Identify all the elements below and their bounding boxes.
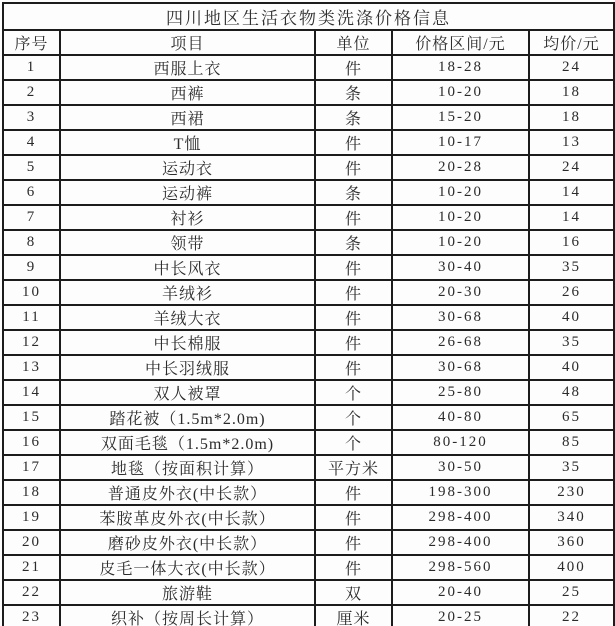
table-row <box>3 105 614 130</box>
table-row <box>3 55 614 80</box>
avg-price: 16 <box>529 230 614 255</box>
row-number: 2 <box>3 80 60 105</box>
row-number: 13 <box>3 355 60 380</box>
avg-price: 35 <box>529 255 614 280</box>
avg-price: 26 <box>529 280 614 305</box>
price-range: 20-30 <box>392 280 529 305</box>
column-header-avg-price: 均价/元 <box>529 30 614 55</box>
price-range: 30-50 <box>392 455 529 480</box>
avg-price: 22 <box>529 605 614 626</box>
unit: 条 <box>315 80 392 105</box>
price-range: 298-400 <box>392 530 529 555</box>
row-number: 19 <box>3 505 60 530</box>
row-number: 12 <box>3 330 60 355</box>
row-number: 21 <box>3 555 60 580</box>
item-name: 中长羽绒服 <box>60 355 315 380</box>
row-number: 20 <box>3 530 60 555</box>
unit: 双 <box>315 580 392 605</box>
header-row <box>3 30 614 55</box>
item-name: 领带 <box>60 230 315 255</box>
item-name: 运动衣 <box>60 155 315 180</box>
avg-price: 24 <box>529 55 614 80</box>
column-header-item: 项目 <box>60 30 315 55</box>
avg-price: 14 <box>529 205 614 230</box>
price-range: 10-20 <box>392 180 529 205</box>
avg-price: 65 <box>529 405 614 430</box>
price-range: 15-20 <box>392 105 529 130</box>
table-row <box>3 455 614 480</box>
unit: 条 <box>315 180 392 205</box>
table-row <box>3 280 614 305</box>
price-range: 10-20 <box>392 230 529 255</box>
item-name: 地毯（按面积计算） <box>60 455 315 480</box>
row-number: 8 <box>3 230 60 255</box>
title-row <box>3 3 614 30</box>
avg-price: 230 <box>529 480 614 505</box>
item-name: 双面毛毯（1.5m*2.0m) <box>60 430 315 455</box>
table-row <box>3 605 614 626</box>
item-name: 普通皮外衣(中长款） <box>60 480 315 505</box>
price-range: 298-400 <box>392 505 529 530</box>
row-number: 9 <box>3 255 60 280</box>
row-number: 4 <box>3 130 60 155</box>
unit: 条 <box>315 105 392 130</box>
unit: 件 <box>315 205 392 230</box>
item-name: 旅游鞋 <box>60 580 315 605</box>
unit: 件 <box>315 280 392 305</box>
price-range: 298-560 <box>392 555 529 580</box>
table-row <box>3 305 614 330</box>
row-number: 1 <box>3 55 60 80</box>
unit: 个 <box>315 380 392 405</box>
unit: 件 <box>315 130 392 155</box>
item-name: 织补（按周长计算） <box>60 605 315 626</box>
table-row <box>3 580 614 605</box>
column-header-unit: 单位 <box>315 30 392 55</box>
row-number: 3 <box>3 105 60 130</box>
unit: 件 <box>315 330 392 355</box>
row-number: 14 <box>3 380 60 405</box>
row-number: 6 <box>3 180 60 205</box>
unit: 件 <box>315 255 392 280</box>
unit: 件 <box>315 480 392 505</box>
avg-price: 24 <box>529 155 614 180</box>
unit: 个 <box>315 405 392 430</box>
price-range: 18-28 <box>392 55 529 80</box>
price-table <box>2 2 615 626</box>
table-row <box>3 80 614 105</box>
item-name: 西裙 <box>60 105 315 130</box>
price-range: 40-80 <box>392 405 529 430</box>
table-row <box>3 480 614 505</box>
unit: 件 <box>315 305 392 330</box>
unit: 件 <box>315 355 392 380</box>
column-header-price-range: 价格区间/元 <box>392 30 529 55</box>
item-name: 运动裤 <box>60 180 315 205</box>
item-name: 西裤 <box>60 80 315 105</box>
avg-price: 400 <box>529 555 614 580</box>
unit: 厘米 <box>315 605 392 626</box>
item-name: 衬衫 <box>60 205 315 230</box>
row-number: 7 <box>3 205 60 230</box>
unit: 条 <box>315 230 392 255</box>
table-row <box>3 405 614 430</box>
row-number: 15 <box>3 405 60 430</box>
row-number: 11 <box>3 305 60 330</box>
item-name: 苯胺革皮外衣(中长款） <box>60 505 315 530</box>
item-name: 中长风衣 <box>60 255 315 280</box>
price-range: 80-120 <box>392 430 529 455</box>
avg-price: 48 <box>529 380 614 405</box>
table-body <box>3 55 614 626</box>
item-name: 中长棉服 <box>60 330 315 355</box>
item-name: 羊绒大衣 <box>60 305 315 330</box>
unit: 个 <box>315 430 392 455</box>
price-range: 10-20 <box>392 205 529 230</box>
price-range: 198-300 <box>392 480 529 505</box>
table-row <box>3 380 614 405</box>
row-number: 16 <box>3 430 60 455</box>
avg-price: 40 <box>529 305 614 330</box>
unit: 件 <box>315 530 392 555</box>
price-range: 30-68 <box>392 355 529 380</box>
row-number: 5 <box>3 155 60 180</box>
table-row <box>3 355 614 380</box>
row-number: 23 <box>3 605 60 626</box>
item-name: 羊绒衫 <box>60 280 315 305</box>
avg-price: 360 <box>529 530 614 555</box>
item-name: 踏花被（1.5m*2.0m) <box>60 405 315 430</box>
row-number: 18 <box>3 480 60 505</box>
price-range: 25-80 <box>392 380 529 405</box>
row-number: 22 <box>3 580 60 605</box>
table-row <box>3 430 614 455</box>
table-row <box>3 130 614 155</box>
price-range: 30-40 <box>392 255 529 280</box>
unit: 件 <box>315 555 392 580</box>
table-row <box>3 255 614 280</box>
avg-price: 25 <box>529 580 614 605</box>
row-number: 10 <box>3 280 60 305</box>
item-name: 西服上衣 <box>60 55 315 80</box>
avg-price: 18 <box>529 105 614 130</box>
row-number: 17 <box>3 455 60 480</box>
price-range: 30-68 <box>392 305 529 330</box>
unit: 件 <box>315 55 392 80</box>
unit: 件 <box>315 505 392 530</box>
table-row <box>3 555 614 580</box>
price-range: 10-20 <box>392 80 529 105</box>
avg-price: 14 <box>529 180 614 205</box>
unit: 平方米 <box>315 455 392 480</box>
price-range: 20-40 <box>392 580 529 605</box>
table-row <box>3 205 614 230</box>
price-range: 10-17 <box>392 130 529 155</box>
table-row <box>3 180 614 205</box>
price-range: 20-28 <box>392 155 529 180</box>
avg-price: 35 <box>529 330 614 355</box>
column-header-number: 序号 <box>3 30 60 55</box>
avg-price: 13 <box>529 130 614 155</box>
price-range: 20-25 <box>392 605 529 626</box>
table-row <box>3 155 614 180</box>
item-name: 皮毛一体大衣(中长款） <box>60 555 315 580</box>
item-name: 磨砂皮外衣(中长款） <box>60 530 315 555</box>
table-row <box>3 230 614 255</box>
item-name: T恤 <box>60 130 315 155</box>
avg-price: 18 <box>529 80 614 105</box>
avg-price: 340 <box>529 505 614 530</box>
table-row <box>3 505 614 530</box>
table-row <box>3 530 614 555</box>
avg-price: 40 <box>529 355 614 380</box>
item-name: 双人被罩 <box>60 380 315 405</box>
unit: 件 <box>315 155 392 180</box>
table-row <box>3 330 614 355</box>
avg-price: 85 <box>529 430 614 455</box>
avg-price: 35 <box>529 455 614 480</box>
price-range: 26-68 <box>392 330 529 355</box>
table-title: 四川地区生活衣物类洗涤价格信息 <box>3 3 614 30</box>
